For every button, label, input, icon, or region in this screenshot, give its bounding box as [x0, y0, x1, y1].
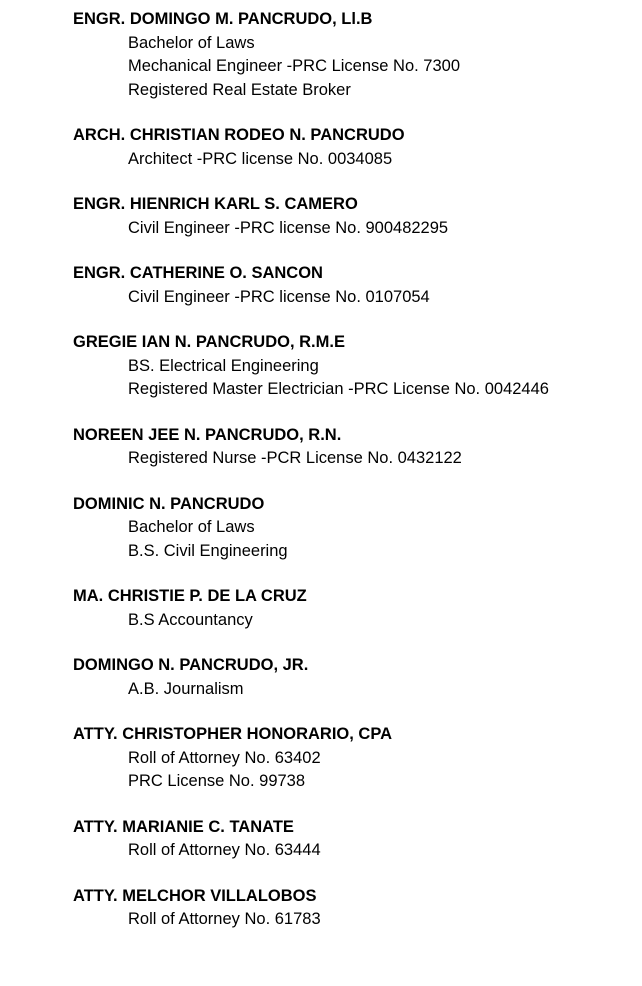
person-name: NOREEN JEE N. PANCRUDO, R.N. — [73, 425, 342, 444]
person-credential: Civil Engineer -PRC license No. 900482295 — [128, 218, 449, 237]
person-credential: Civil Engineer -PRC license No. 0107054 — [128, 287, 430, 306]
person-credential: Roll of Attorney No. 61783 — [128, 910, 321, 928]
person-name: DOMINGO N. PANCRUDO, JR. — [73, 656, 309, 674]
person-name: ENGR. CATHERINE O. SANCON — [73, 264, 323, 282]
person-credential: BS. Electrical Engineering — [128, 356, 319, 375]
personnel-roster — [73, 8, 633, 954]
person-name: ARCH. CHRISTIAN RODEO N. PANCRUDO — [73, 126, 405, 144]
person-entry — [73, 124, 633, 171]
person-credential: A.B. Journalism — [128, 679, 244, 698]
person-name: ATTY. MARIANIE C. TANATE — [73, 817, 294, 836]
person-credential: Bachelor of Laws — [128, 33, 255, 52]
person-entry — [73, 816, 633, 863]
person-entry — [73, 493, 633, 564]
person-entry — [73, 8, 633, 102]
person-entry — [73, 331, 633, 402]
person-credential: Roll of Attorney No. 63444 — [128, 841, 321, 859]
person-entry — [73, 885, 633, 932]
person-name: ENGR. DOMINGO M. PANCRUDO, Ll.B — [73, 10, 373, 28]
person-name: ATTY. MELCHOR VILLALOBOS — [73, 886, 317, 905]
person-entry — [73, 424, 633, 471]
person-credential: Registered Real Estate Broker — [128, 80, 351, 99]
person-credential: B.S Accountancy — [128, 610, 253, 629]
person-entry — [73, 654, 633, 701]
person-name: ENGR. HIENRICH KARL S. CAMERO — [73, 195, 358, 213]
person-name: ATTY. CHRISTOPHER HONORARIO, CPA — [73, 725, 393, 743]
person-credential: Bachelor of Laws — [128, 518, 255, 536]
person-credential: PRC License No. 99738 — [128, 772, 306, 790]
person-name: DOMINIC N. PANCRUDO — [73, 494, 265, 513]
person-name: MA. CHRISTIE P. DE LA CRUZ — [73, 587, 307, 605]
person-name: GREGIE IAN N. PANCRUDO, R.M.E — [73, 333, 345, 351]
person-credential: Mechanical Engineer -PRC License No. 7300 — [128, 57, 461, 75]
person-entry — [73, 723, 633, 794]
person-credential: B.S. Civil Engineering — [128, 541, 288, 560]
person-credential: Registered Nurse -PCR License No. 0432122 — [128, 449, 462, 467]
person-entry — [73, 262, 633, 309]
person-credential: Registered Master Electrician -PRC License No. 0042446 — [128, 380, 549, 398]
person-credential: Architect -PRC license No. 0034085 — [128, 149, 393, 168]
person-entry — [73, 585, 633, 632]
person-entry — [73, 193, 633, 240]
person-credential: Roll of Attorney No. 63402 — [128, 748, 321, 767]
